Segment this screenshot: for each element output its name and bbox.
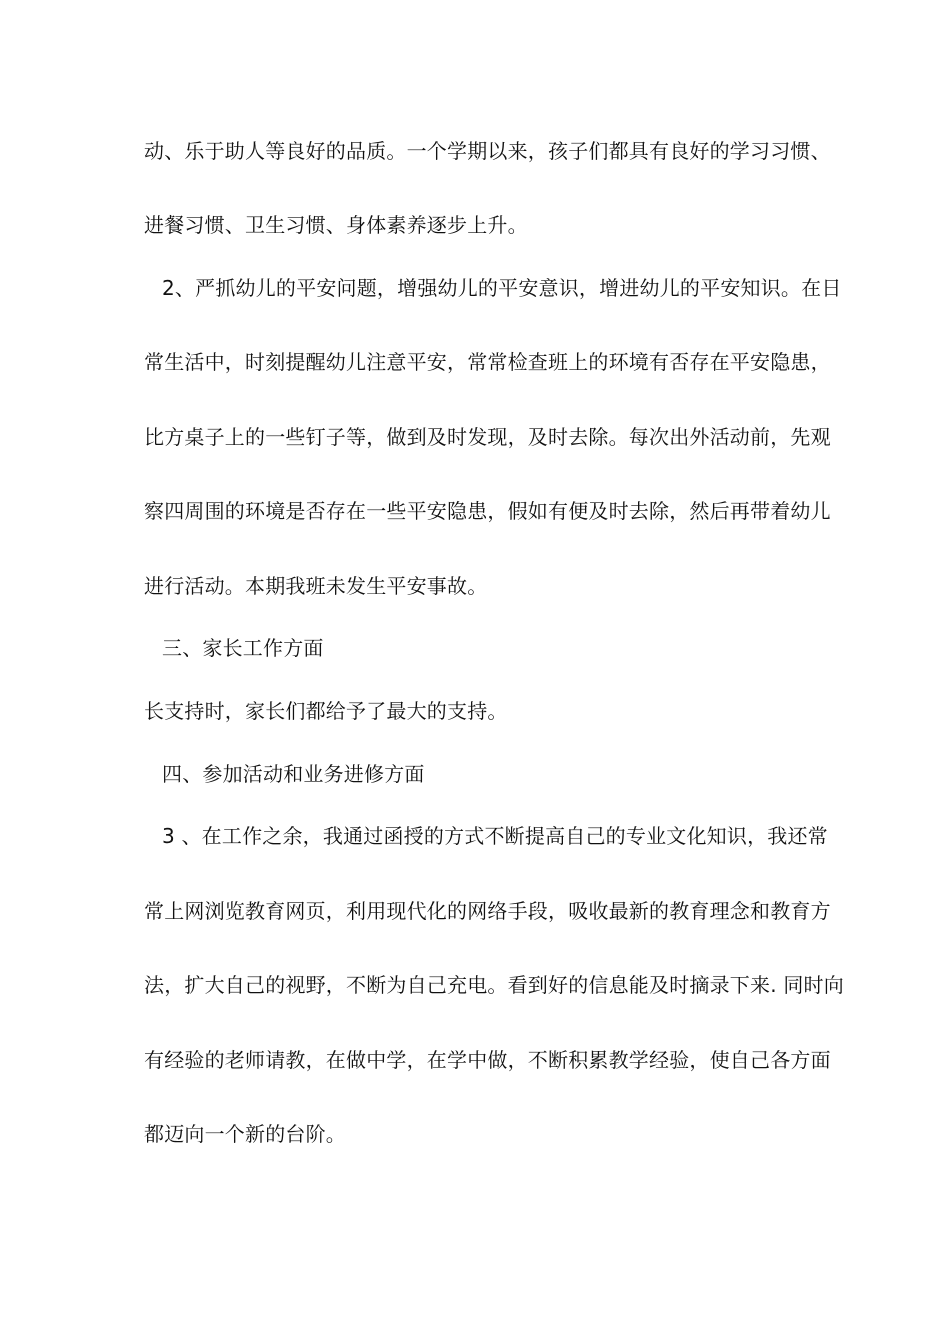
paragraph-line: 动、乐于助人等良好的品质。一个学期以来，孩子们都具有良好的学习习惯、 xyxy=(144,139,831,163)
paragraph-line: 都迈向一个新的台阶。 xyxy=(144,1122,346,1146)
section-heading: 三、家长工作方面 xyxy=(162,636,324,660)
paragraph-line: 察四周围的环境是否存在一些平安隐患，假如有便及时去除，然后再带着幼儿 xyxy=(144,499,831,523)
paragraph-line: 常生活中，时刻提醒幼儿注意平安，常常检查班上的环境有否存在平安隐患， xyxy=(144,350,831,374)
paragraph-line: 进行活动。本期我班未发生平安事故。 xyxy=(144,574,488,598)
section-heading: 四、参加活动和业务进修方面 xyxy=(162,762,425,786)
paragraph-line: 有经验的老师请教，在做中学，在学中做，不断积累教学经验，使自己各方面 xyxy=(144,1048,831,1072)
paragraph-line: 法，扩大自己的视野，不断为自己充电。看到好的信息能及时摘录下来. 同时向 xyxy=(144,973,844,997)
paragraph-line: 常上网浏览教育网页，利用现代化的网络手段，吸收最新的教育理念和教育方 xyxy=(144,899,831,923)
paragraph-line: 3 、在工作之余，我通过函授的方式不断提高自己的专业文化知识，我还常 xyxy=(162,824,828,848)
paragraph-line: 2、严抓幼儿的平安问题，增强幼儿的平安意识，增进幼儿的平安知识。在日 xyxy=(162,276,842,300)
paragraph-line: 进餐习惯、卫生习惯、身体素养逐步上升。 xyxy=(144,213,528,237)
paragraph-line: 比方桌子上的一些钉子等，做到及时发现，及时去除。每次出外活动前，先观 xyxy=(144,425,831,449)
paragraph-line: 长支持时，家长们都给予了最大的支持。 xyxy=(144,699,508,723)
